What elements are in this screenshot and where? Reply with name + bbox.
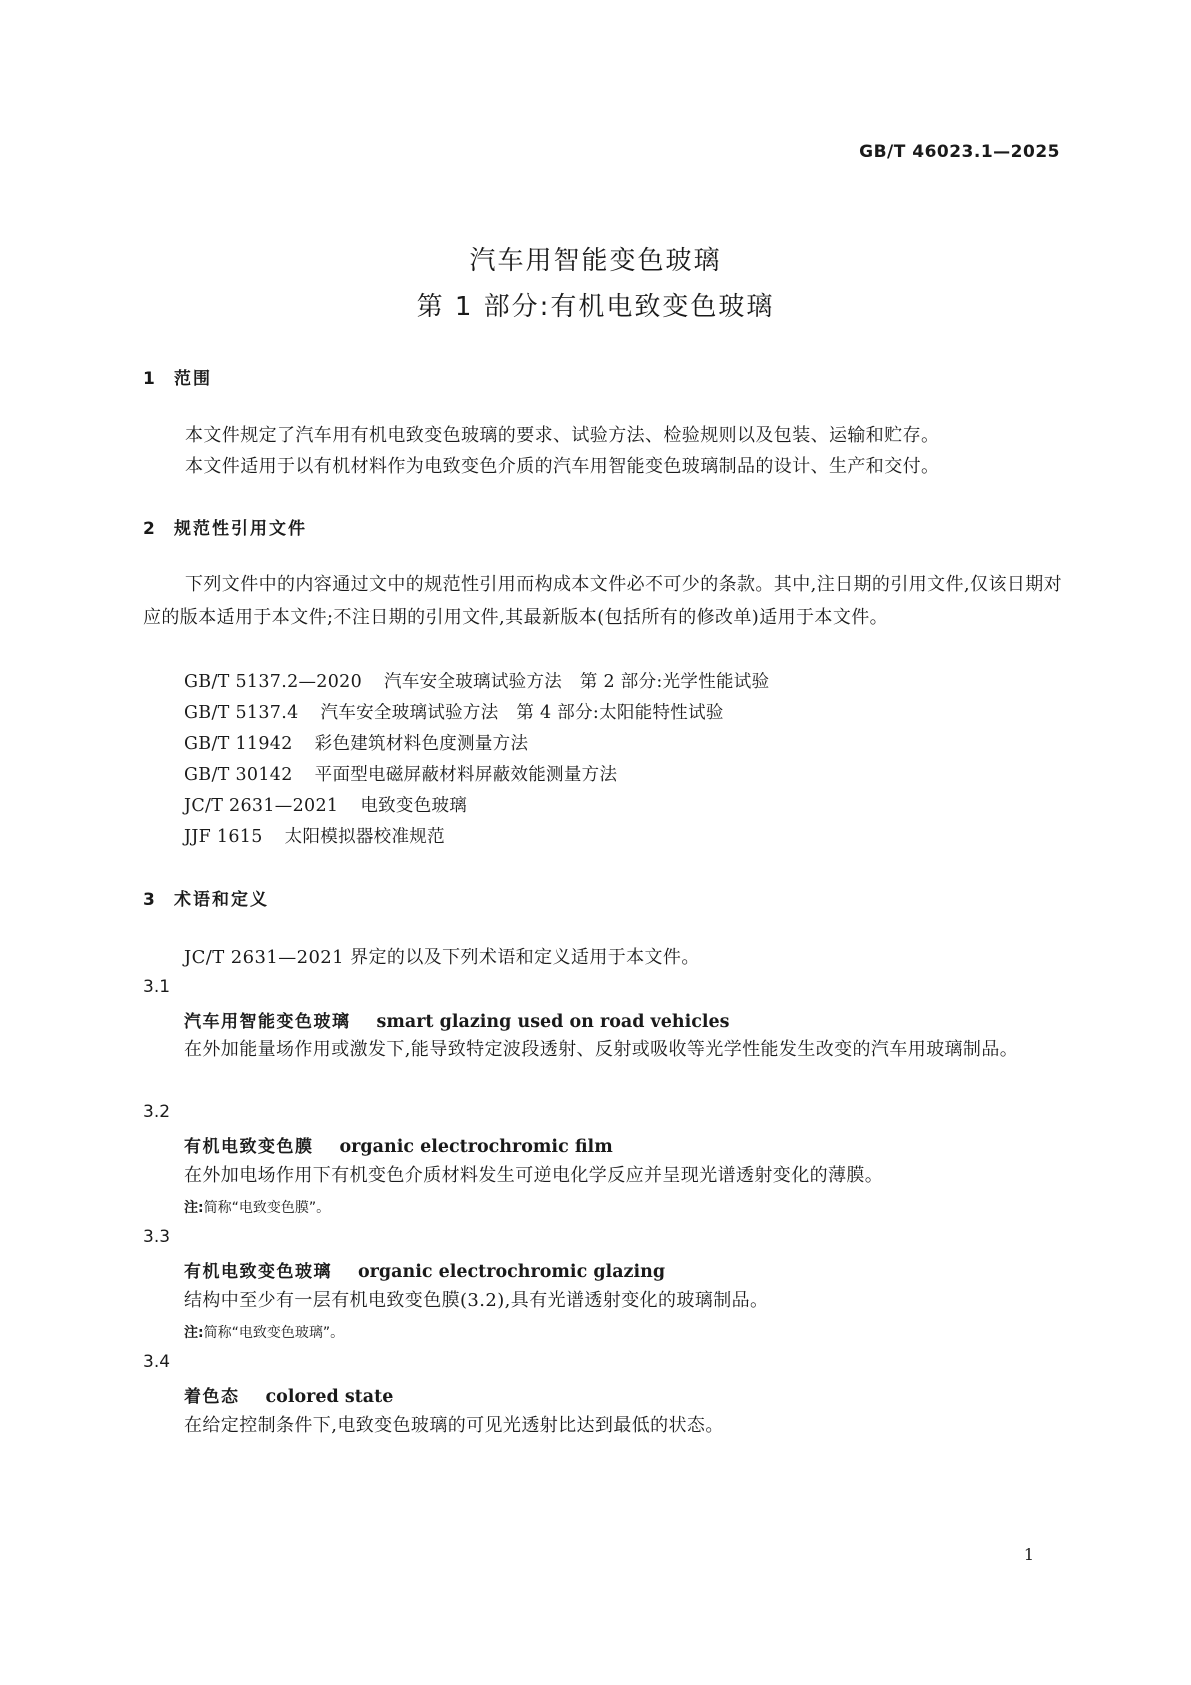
reference-title: 彩色建筑材料色度测量方法 [314, 734, 529, 754]
section-title: 范围 [174, 369, 212, 389]
reference-item [184, 730, 528, 755]
reference-item [184, 792, 467, 817]
page-number: 1 [1023, 1545, 1034, 1564]
section-number: 1 [143, 369, 155, 389]
term-definition: 在外加电场作用下有机变色介质材料发生可逆电化学反应并呈现光谱透射变化的薄膜。 [184, 1165, 884, 1186]
note-text: 简称“电致变色玻璃”。 [203, 1325, 345, 1341]
reference-title: 汽车安全玻璃试验方法 第 4 部分:太阳能特性试验 [320, 703, 724, 723]
reference-title: 太阳模拟器校准规范 [284, 827, 445, 847]
section-3-intro: JC/T 2631—2021 界定的以及下列术语和定义适用于本文件。 [184, 947, 700, 968]
term-chinese: 有机电致变色膜 [184, 1137, 314, 1157]
document-title-line-1: 汽车用智能变色玻璃 [469, 246, 722, 276]
section-1-heading [143, 364, 212, 389]
reference-title: 电致变色玻璃 [360, 796, 468, 816]
term-entry [184, 1257, 665, 1282]
term-entry [184, 1007, 730, 1032]
term-definition: 结构中至少有一层有机电致变色膜(3.2),具有光谱透射变化的玻璃制品。 [184, 1290, 769, 1311]
term-chinese: 汽车用智能变色玻璃 [184, 1012, 351, 1032]
reference-item [184, 699, 724, 724]
section-title: 规范性引用文件 [174, 519, 307, 539]
clause-number: 3.2 [143, 1102, 171, 1122]
note-text: 简称“电致变色膜”。 [203, 1200, 331, 1216]
term-chinese: 有机电致变色玻璃 [184, 1262, 332, 1282]
clause-number: 3.3 [143, 1227, 171, 1247]
reference-item [184, 761, 617, 786]
section-number: 3 [143, 890, 155, 910]
section-number: 2 [143, 519, 155, 539]
section-2-intro: 下列文件中的内容通过文中的规范性引用而构成本文件必不可少的条款。其中,注日期的引用文件,仅该日期对应的版本适用于本文件;不注日期的引用文件,其最新版本(包括所有的修改单)适用于本文件。 [143, 574, 1063, 628]
reference-code: JC/T 2631—2021 [184, 796, 339, 816]
document-title-line-2: 第 1 部分:有机电致变色玻璃 [416, 292, 775, 322]
reference-code: GB/T 30142 [184, 765, 293, 785]
reference-title: 汽车安全玻璃试验方法 第 2 部分:光学性能试验 [384, 672, 770, 692]
note-label: 注: [184, 1200, 204, 1216]
document-number: GB/T 46023.1—2025 [859, 142, 1060, 162]
term-english: colored state [265, 1387, 394, 1407]
note-label: 注: [184, 1325, 204, 1341]
term-note [184, 1197, 330, 1217]
reference-item [184, 823, 445, 848]
clause-number: 3.1 [143, 977, 171, 997]
section-title: 术语和定义 [174, 890, 269, 910]
term-definition: 在外加能量场作用或激发下,能导致特定波段透射、反射或吸收等光学性能发生改变的汽车用玻璃制品。 [184, 1039, 1019, 1060]
reference-code: GB/T 5137.4 [184, 703, 299, 723]
term-english: smart glazing used on road vehicles [376, 1012, 730, 1032]
reference-item [184, 668, 769, 693]
reference-title: 平面型电磁屏蔽材料屏蔽效能测量方法 [314, 765, 618, 785]
section-1-paragraph-1: 本文件规定了汽车用有机电致变色玻璃的要求、试验方法、检验规则以及包装、运输和贮存。 [185, 425, 940, 446]
reference-code: GB/T 11942 [184, 734, 293, 754]
term-english: organic electrochromic glazing [358, 1262, 666, 1282]
section-1-paragraph-2: 本文件适用于以有机材料作为电致变色介质的汽车用智能变色玻璃制品的设计、生产和交付。 [185, 456, 940, 477]
term-entry [184, 1382, 393, 1407]
clause-number: 3.4 [143, 1352, 171, 1372]
term-english: organic electrochromic film [339, 1137, 613, 1157]
reference-code: GB/T 5137.2—2020 [184, 672, 363, 692]
term-chinese: 着色态 [184, 1387, 240, 1407]
section-3-heading [143, 885, 269, 910]
term-note [184, 1322, 344, 1342]
section-2-heading [143, 514, 307, 539]
term-entry [184, 1132, 613, 1157]
reference-code: JJF 1615 [184, 827, 263, 847]
term-definition: 在给定控制条件下,电致变色玻璃的可见光透射比达到最低的状态。 [184, 1415, 724, 1436]
